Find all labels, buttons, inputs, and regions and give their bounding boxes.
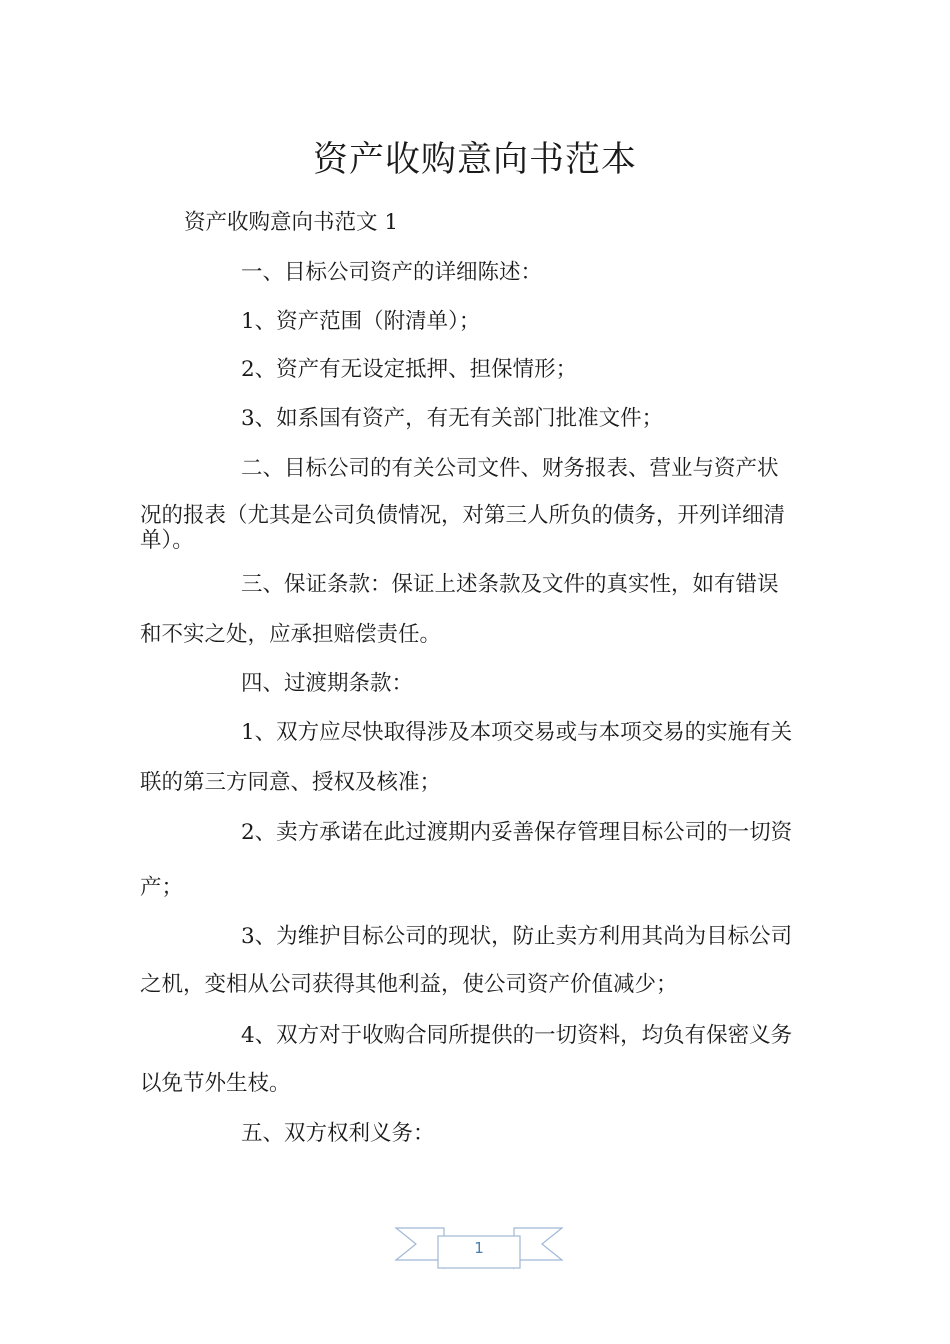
paragraph-line: 四、过渡期条款： <box>241 671 414 696</box>
paragraph-line: 之机，变相从公司获得其他利益，使公司资产价值减少； <box>140 972 678 997</box>
paragraph-line: 产； <box>140 875 184 900</box>
document-title: 资产收购意向书范本 <box>312 140 637 180</box>
paragraph-line: 3、为维护目标公司的现状，防止卖方利用其尚为目标公司 <box>241 924 793 949</box>
paragraph-line: 三、保证条款：保证上述条款及文件的真实性，如有错误 <box>241 572 779 597</box>
paragraph-line: 3、如系国有资产，有无有关部门批准文件； <box>241 406 664 431</box>
section-heading-sample-1: 资产收购意向书范文 1 <box>184 210 399 235</box>
paragraph-line: 二、目标公司的有关公司文件、财务报表、营业与资产状 <box>241 456 779 481</box>
paragraph-line: 2、资产有无设定抵押、担保情形； <box>241 357 578 382</box>
paragraph-line: 一、目标公司资产的详细陈述： <box>241 260 543 285</box>
paragraph-line: 4、双方对于收购合同所提供的一切资料，均负有保密义务 <box>241 1023 793 1048</box>
paragraph-line: 况的报表（尤其是公司负债情况，对第三人所负的债务，开列详细清 <box>140 503 786 528</box>
paragraph-line: 联的第三方同意、授权及核准； <box>140 770 442 795</box>
paragraph-line: 单）。 <box>140 528 194 553</box>
page-number: 1 <box>474 1239 484 1257</box>
paragraph-line: 以免节外生枝。 <box>140 1071 291 1096</box>
paragraph-line: 和不实之处，应承担赔偿责任。 <box>140 622 442 647</box>
paragraph-line: 五、双方权利义务： <box>241 1121 435 1146</box>
paragraph-line: 1、资产范围（附清单）； <box>241 309 481 334</box>
paragraph-line: 2、卖方承诺在此过渡期内妥善保存管理目标公司的一切资 <box>241 820 793 845</box>
paragraph-line: 1、双方应尽快取得涉及本项交易或与本项交易的实施有关 <box>241 720 793 745</box>
